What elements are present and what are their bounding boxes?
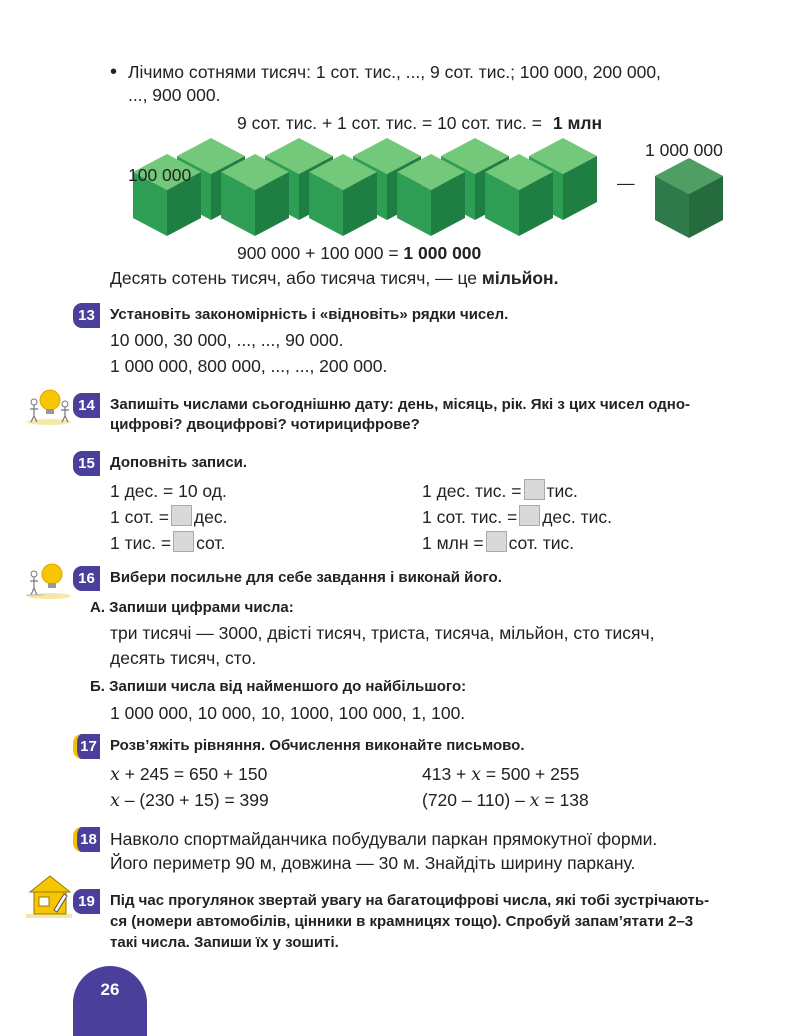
task-19-line1: Під час прогулянок звертай увагу на багатоцифрові числа, які тобі зустрічають-: [110, 892, 710, 909]
answer-box[interactable]: [519, 505, 540, 526]
conclusion-text: Десять сотень тисяч, або тисяча тисяч, — це: [110, 268, 478, 288]
task-16-badge: 16: [73, 566, 100, 591]
sum-left: 900 000 + 100 000 =: [237, 243, 399, 263]
expr-unit: сот. тис.: [508, 533, 575, 553]
task-17-header: Розв’яжіть рівняння. Обчислення виконайте письмово.: [110, 737, 525, 754]
task-16-a-label: А. Запиши цифрами числа:: [90, 599, 294, 616]
task-15-right-1: [422, 479, 578, 503]
task-15-left-3: [110, 531, 225, 555]
variable-x: x: [110, 765, 120, 785]
task-16-b-label: Б. Запиши числа від найменшого до найбільшого:: [90, 678, 467, 695]
task-15-left-2: [110, 505, 227, 529]
expr-unit: дес.: [193, 507, 228, 527]
task-13-header: Установіть закономірність і «відновіть» рядки чисел.: [110, 306, 509, 323]
expr-text: 1 млн =: [422, 533, 484, 553]
task-15-header: Доповніть записи.: [110, 454, 248, 471]
page-number: 26: [73, 966, 147, 1036]
intro-bullet-line1: Лічимо сотнями тисяч: 1 сот. тис., ..., 9 сот. тис.; 100 000, 200 000,: [128, 62, 661, 82]
answer-box[interactable]: [486, 531, 507, 552]
variable-x: x: [110, 791, 120, 811]
equation-result: 1 млн: [552, 113, 603, 133]
variable-x: x: [529, 791, 540, 811]
answer-box[interactable]: [173, 531, 194, 552]
equation-main: 9 сот. тис. + 1 сот. тис. = 10 сот. тис. =: [237, 113, 542, 133]
expr-unit: сот.: [196, 533, 226, 553]
task-17-eq2: [110, 788, 269, 813]
task-16-a-line1: три тисячі — 3000, двісті тисяч, триста, тисяча, мільйон, сто тисяч,: [110, 623, 655, 643]
expr-text: 1 тис. =: [110, 533, 172, 553]
task-19-line2: ся (номери автомобілів, цінники в крамницях тощо). Спробуй запам’ятати 2–3: [110, 913, 694, 930]
expr-text: 1 сот. тис. =: [422, 507, 518, 527]
task-16-a-line2: десять тисяч, сто.: [110, 648, 257, 668]
task-17-eq4: [422, 788, 589, 813]
task-13-badge: 13: [73, 303, 100, 328]
task-18-line2: Його периметр 90 м, довжина — 30 м. Знайдіть ширину паркану.: [110, 853, 636, 873]
conclusion-bold: мільйон.: [481, 268, 559, 288]
equation-text: (720 – 110) –: [422, 790, 530, 810]
task-14-line1: Запишіть числами сьогоднішню дату: день, місяць, рік. Які з цих чисел одно-: [110, 396, 690, 413]
task-15-left-1: 1 дес. = 10 од.: [110, 481, 227, 501]
intro-bullet-line2: ..., 900 000.: [128, 85, 221, 105]
label-1000000: 1 000 000: [645, 140, 723, 160]
task-18-badge: 18: [73, 827, 100, 852]
expr-text: 1 дес. тис. =: [422, 481, 522, 501]
task-18-line1: Навколо спортмайданчика побудували паркан прямокутної форми.: [110, 829, 658, 849]
expr-unit: дес. тис.: [542, 507, 613, 527]
equation-text: – (230 + 15) = 399: [119, 790, 269, 810]
task-19-badge: 19: [73, 889, 100, 914]
equation-text: + 245 = 650 + 150: [119, 764, 268, 784]
task-17-eq1: [110, 762, 267, 787]
dash-separator: —: [617, 173, 635, 193]
million-cube: [655, 158, 723, 238]
task-16-b-line1: 1 000 000, 10 000, 10, 1000, 100 000, 1, 100.: [110, 703, 466, 723]
task-16-header: Вибери посильне для себе завдання і виконай його.: [110, 569, 502, 586]
task-13-row2: 1 000 000, 800 000, ..., ..., 200 000.: [110, 356, 388, 376]
equation-text: = 138: [539, 790, 589, 810]
task-14-line2: цифрові? двоцифрові? чотирицифрове?: [110, 416, 420, 433]
variable-x: x: [471, 765, 482, 785]
expr-unit: тис.: [546, 481, 578, 501]
task-17-eq3: [422, 762, 579, 787]
task-19-line3: такі числа. Запиши їх у зошиті.: [110, 934, 339, 951]
intro-sum: [237, 241, 481, 265]
task-14-badge: 14: [73, 393, 100, 418]
house-pencil-icon: [24, 872, 74, 920]
answer-box[interactable]: [171, 505, 192, 526]
sum-result: 1 000 000: [403, 243, 482, 263]
lightbulb-people-icon: [24, 560, 74, 600]
task-13-row1: 10 000, 30 000, ..., ..., 90 000.: [110, 330, 344, 350]
answer-box[interactable]: [524, 479, 545, 500]
intro-conclusion: [110, 266, 558, 290]
bullet-dot: •: [110, 61, 118, 83]
task-15-right-2: [422, 505, 612, 529]
task-17-badge: 17: [73, 734, 100, 759]
task-15-right-3: [422, 531, 574, 555]
lightbulb-people-icon: [24, 386, 74, 426]
task-15-badge: 15: [73, 451, 100, 476]
label-100000: 100 000: [128, 165, 192, 185]
expr-text: 1 сот. =: [110, 507, 169, 527]
equation-text: 413 +: [422, 764, 472, 784]
equation-text: = 500 + 255: [481, 764, 580, 784]
